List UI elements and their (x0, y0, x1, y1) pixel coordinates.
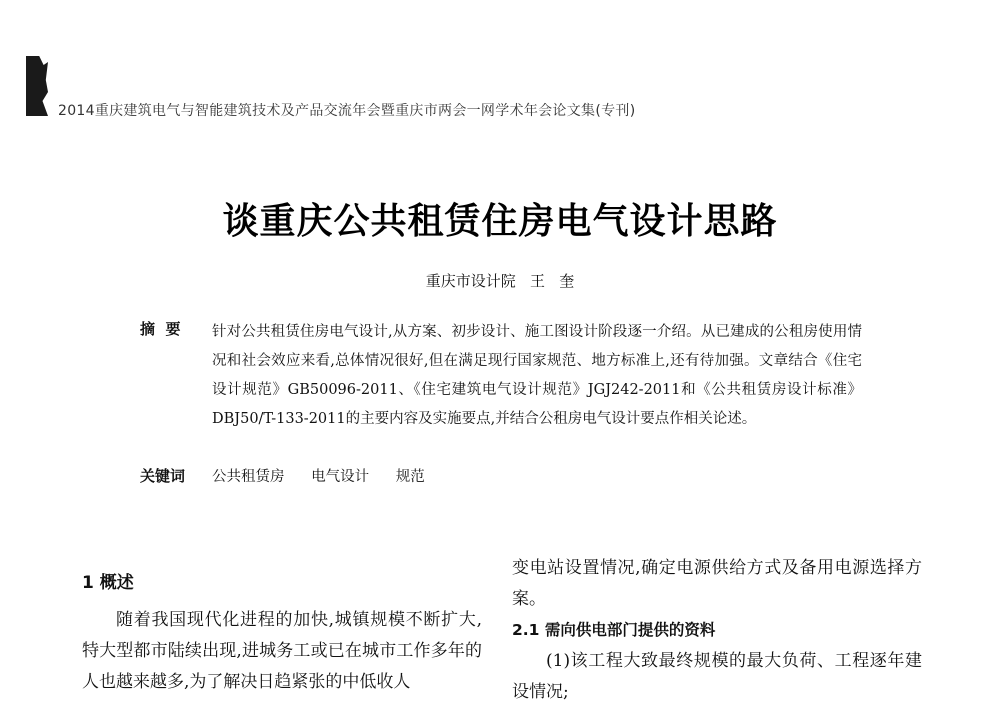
section-heading-overview: 1 概述 (82, 573, 134, 593)
body-paragraph-continued: 变电站设置情况,确定电源供给方式及备用电源选择方案。 (512, 558, 922, 609)
keywords-list (212, 465, 447, 486)
paper-title: 谈重庆公共租赁住房电气设计思路 (222, 201, 778, 242)
keyword-item: 公共租赁房 (212, 469, 285, 485)
side-edge-mark (26, 56, 48, 116)
right-column (512, 553, 922, 708)
subsection-heading: 2.1 需向供电部门提供的资料 (512, 621, 716, 639)
abstract-label: 摘 要 (140, 320, 181, 338)
abstract-text: 针对公共租赁住房电气设计,从方案、初步设计、施工图设计阶段逐一介绍。从已建成的公租房使用情况和社会效应来看,总体情况很好,但在满足现行国家规范、地方标准上,还有待加强。文章结合《住宅设计规范》GB50096-2011、《住宅建筑电气设计规范》JGJ242-2011和《公共租赁房设计标准》DBJ50/T-133-2011的主要内容及实施要点,并结合公租房电气设计要点作相关论述。 (212, 324, 862, 427)
keyword-item: 规范 (395, 469, 425, 485)
running-header: 2014重庆建筑电气与智能建筑技术及产品交流年会暨重庆市两会一网学术年会论文集(专刊) (58, 103, 636, 119)
author-affiliation: 重庆市设计院 王 奎 (425, 272, 575, 290)
keyword-item: 电气设计 (311, 469, 370, 485)
body-paragraph: 随着我国现代化进程的加快,城镇规模不断扩大,特大型都市陆续出现,进城务工或已在城市工作多年的人也越来越多,为了解决日趋紧张的中低收人 (82, 610, 482, 692)
left-column (82, 605, 482, 698)
list-item: (1)该工程大致最终规模的最大负荷、工程逐年建设情况; (512, 651, 922, 702)
keywords-label: 关键词 (140, 467, 186, 485)
